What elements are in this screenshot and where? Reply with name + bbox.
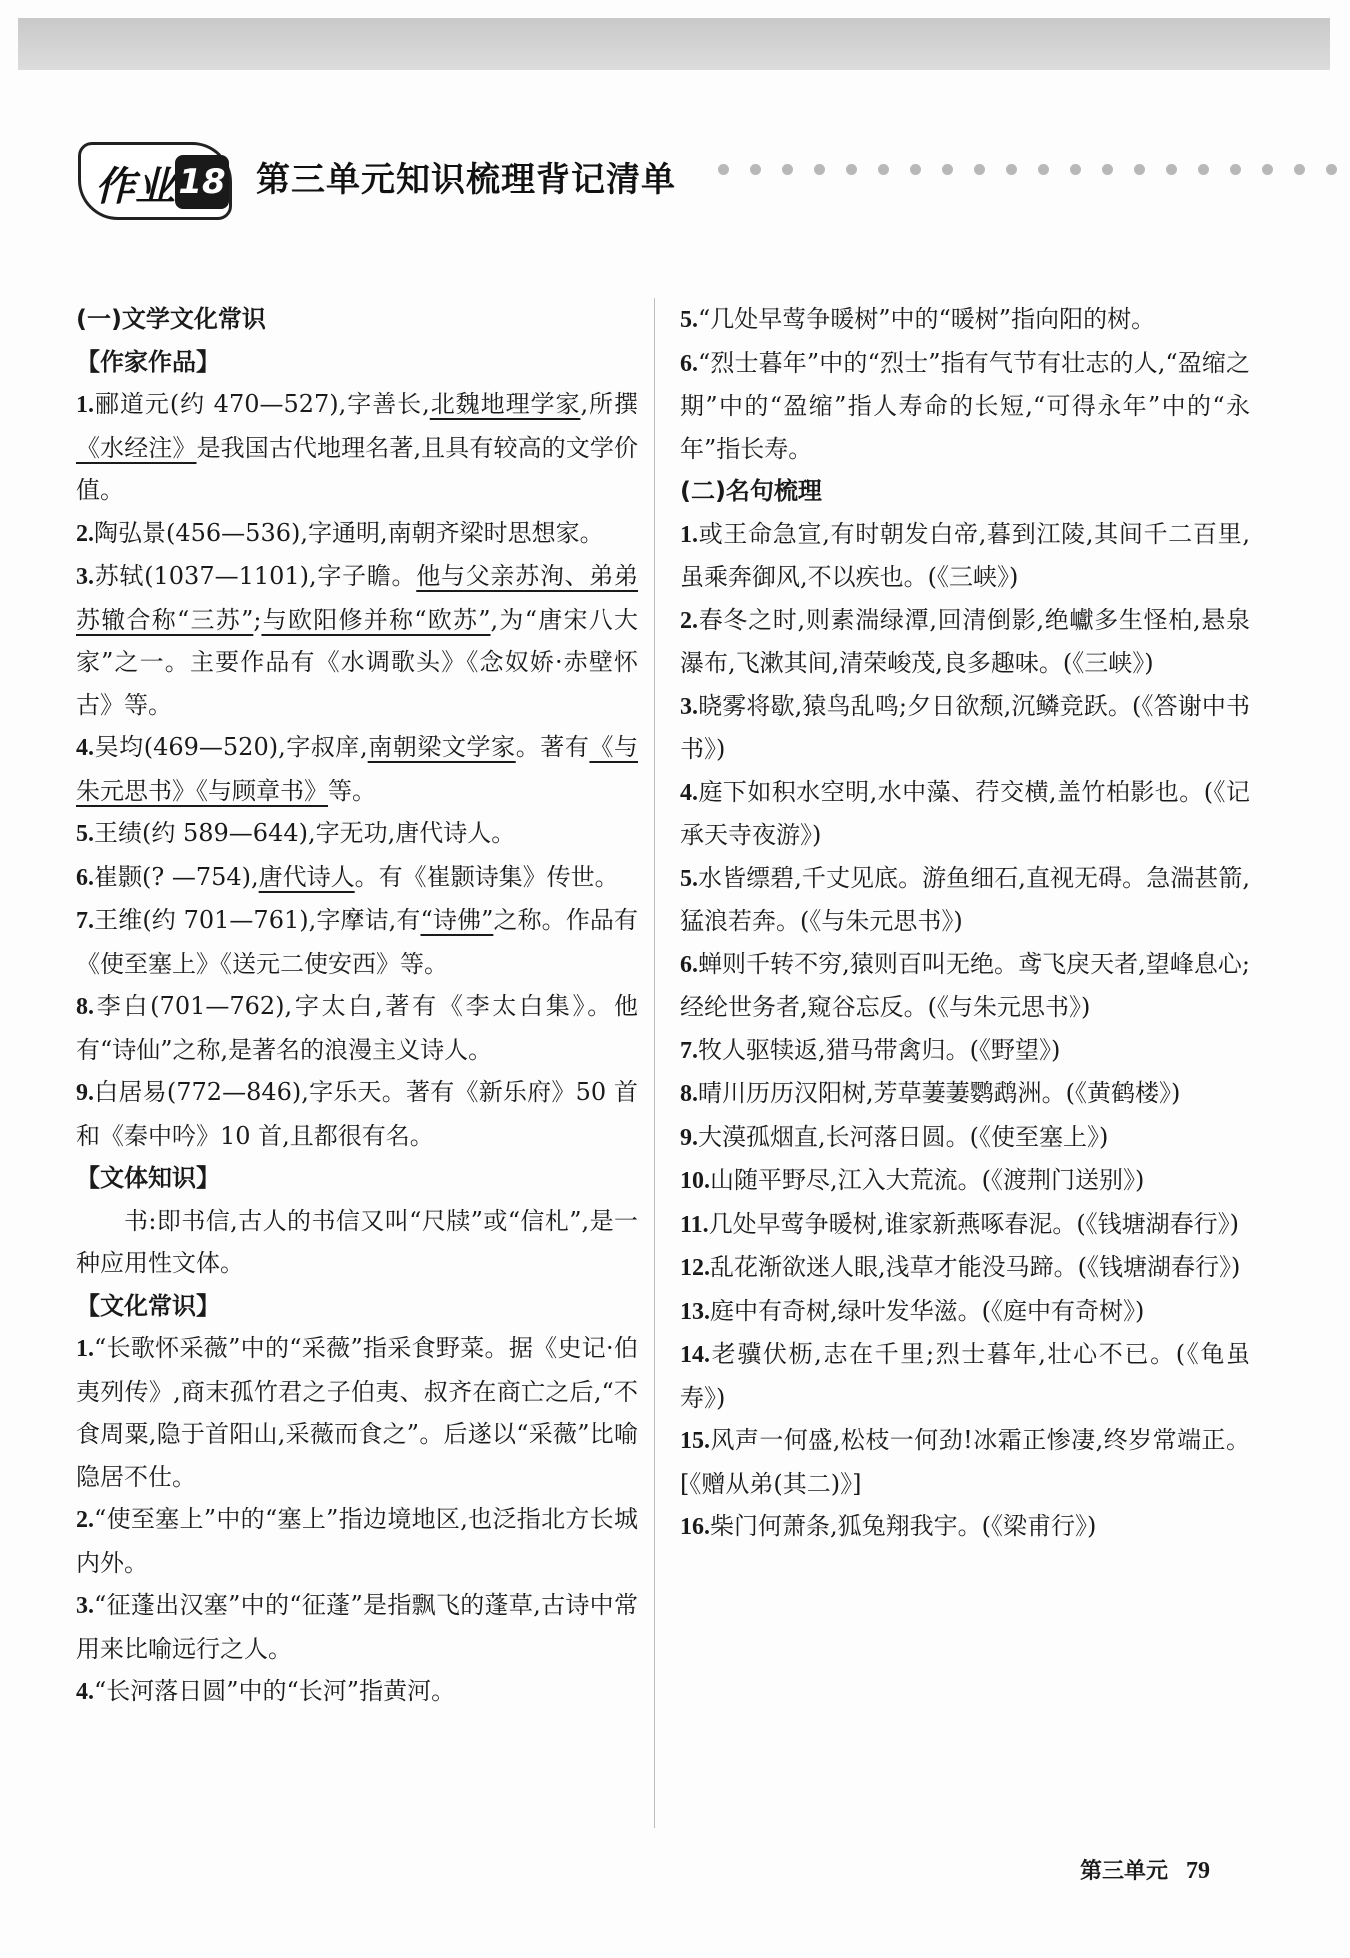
item-number: 6. (680, 350, 698, 377)
list-item (680, 1246, 1250, 1290)
list-item (76, 512, 638, 556)
item-number: 10. (680, 1168, 710, 1194)
item-text: “使至塞上”中的“塞上”指边境地区,也泛指北方长城内外。 (76, 1505, 638, 1577)
item-text: 。著有 (515, 733, 590, 761)
list-item (680, 943, 1250, 1029)
underlined-text: 唐代诗人 (258, 862, 355, 891)
item-text: 庭中有奇树,绿叶发华滋。(《庭中有奇树》) (710, 1296, 1145, 1325)
item-text: 王绩(约 589—644),字无功,唐代诗人。 (94, 819, 516, 847)
item-number: 3. (76, 1593, 94, 1619)
list-item (76, 812, 638, 856)
page-title: 第三单元知识梳理背记清单 (256, 160, 676, 200)
item-text: 春冬之时,则素湍绿潭,回清倒影,绝巘多生怪柏,悬泉瀑布,飞漱其间,清荣峻茂,良多趣味。(《三峡》) (680, 605, 1250, 677)
list-item (680, 1419, 1250, 1505)
item-number: 11. (680, 1211, 709, 1238)
list-item (76, 899, 638, 985)
genre-paragraph: 书:即书信,古人的书信又叫“尺牍”或“信札”,是一种应用性文体。 (76, 1206, 638, 1277)
item-number: 7. (680, 1037, 698, 1064)
section-heading-quotes: (二)名句梳理 (680, 477, 822, 505)
item-number: 3. (680, 693, 698, 720)
list-item (76, 1670, 638, 1714)
column-divider (654, 298, 655, 1828)
item-text: “烈士暮年”中的“烈士”指有气节有壮志的人,“盈缩之期”中的“盈缩”指人寿命的长短,“可得永年”中的“永年”指长寿。 (680, 348, 1250, 463)
item-number: 13. (680, 1298, 710, 1325)
item-text: 崔颢(? —754), (94, 862, 259, 891)
assignment-badge (78, 142, 232, 220)
item-number: 14. (680, 1342, 710, 1368)
list-item (680, 685, 1250, 771)
item-text: 大漠孤烟直,长河落日圆。(《使至塞上》) (698, 1122, 1109, 1151)
item-number: 3. (76, 564, 94, 590)
item-text: 等。 (328, 776, 376, 805)
underlined-text: 北魏地理学家 (429, 390, 581, 418)
item-text: “长河落日圆”中的“长河”指黄河。 (94, 1677, 456, 1705)
list-item (76, 726, 638, 812)
list-item (76, 1071, 638, 1157)
item-number: 12. (680, 1255, 710, 1281)
item-text: 乱花渐欲迷人眼,浅草才能没马蹄。(《钱塘湖春行》) (710, 1253, 1241, 1281)
page-footer (1080, 1854, 1210, 1885)
item-text: 是我国古代地理名著,且具有较高的文学价值。 (76, 433, 638, 504)
item-text: 李白(701—762),字太白,著有《李太白集》。他有“诗仙”之称,是著名的浪漫主义诗人。 (76, 992, 638, 1064)
left-column (76, 298, 638, 1714)
item-text: 白居易(772—846),字乐天。著有《新乐府》50 首和《秦中吟》10 首,且都很有名。 (76, 1078, 638, 1150)
item-text: 牧人驱犊返,猎马带禽归。(《野望》) (698, 1035, 1061, 1064)
right-column (680, 298, 1250, 1549)
list-item (76, 1498, 638, 1584)
item-text: 水皆缥碧,千丈见底。游鱼细石,直视无碍。急湍甚箭,猛浪若奔。(《与朱元思书》) (680, 863, 1250, 935)
list-item (680, 1116, 1250, 1160)
item-text: “长歌怀采薇”中的“采薇”指采食野菜。据《史记·伯夷列传》,商末孤竹君之子伯夷、叔齐在商亡之后,“不食周粟,隐于首阳山,采薇而食之”。后遂以“采薇”比喻隐居不仕。 (76, 1334, 638, 1491)
page-number: 79 (1186, 1858, 1211, 1884)
item-text: 几处早莺争暖树,谁家新燕啄春泥。(《钱塘湖春行》) (708, 1209, 1240, 1238)
list-item (680, 1333, 1250, 1419)
item-text: 山随平野尽,江入大荒流。(《渡荆门送别》) (710, 1166, 1145, 1194)
item-text: ,所撰 (580, 390, 638, 418)
item-text: 老骥伏枥,志在千里;烈士暮年,壮心不已。(《龟虽寿》) (680, 1340, 1250, 1412)
underlined-text: 《水经注》 (76, 433, 197, 462)
item-number: 4. (680, 779, 698, 806)
list-item (680, 599, 1250, 685)
list-item (680, 857, 1250, 943)
item-number: 9. (680, 1124, 698, 1151)
list-item (76, 383, 638, 512)
list-item (680, 1203, 1250, 1247)
item-text: 郦道元(约 470—527),字善长, (94, 390, 430, 418)
unit-label: 第三单元 (1080, 1859, 1169, 1884)
item-text: 柴门何萧条,狐兔翔我宇。(《梁甫行》) (710, 1512, 1097, 1540)
item-text: 风声一何盛,松枝一何劲!冰霜正惨凄,终岁常端正。[《赠从弟(其二)》] (680, 1426, 1250, 1498)
item-number: 4. (76, 735, 94, 761)
scan-top-band (18, 18, 1330, 70)
item-number: 5. (680, 307, 698, 333)
item-text: 晓雾将歇,猿鸟乱鸣;夕日欲颓,沉鳞竞跃。(《答谢中书书》) (680, 691, 1250, 763)
item-text: 。有《崔颢诗集》传世。 (354, 862, 619, 891)
decorative-dots (718, 164, 1350, 175)
item-number: 5. (76, 821, 94, 847)
item-text: “征蓬出汉塞”中的“征蓬”是指飘飞的蓬草,古诗中常用来比喻远行之人。 (76, 1591, 638, 1663)
badge-number: 18 (175, 155, 229, 209)
list-item (680, 342, 1250, 471)
badge-word: 作业 (95, 164, 175, 210)
assignment-header (78, 142, 1348, 224)
list-item (76, 1584, 638, 1670)
item-text: 蝉则千转不穷,猿则百叫无绝。鸢飞戾天者,望峰息心;经纶世务者,窥谷忘反。(《与朱元思书》) (680, 949, 1250, 1021)
subheading-culture: 【文化常识】 (76, 1291, 220, 1320)
item-text: 或王命急宣,有时朝发白帝,暮到江陵,其间千二百里,虽乘奔御风,不以疾也。(《三峡》) (680, 519, 1250, 591)
list-item (680, 1029, 1250, 1073)
item-number: 5. (680, 865, 698, 892)
item-number: 8. (76, 994, 94, 1020)
list-item (76, 555, 638, 726)
underlined-text: 他与父亲苏洵、弟弟苏辙合称“三苏” (76, 562, 639, 634)
item-text: ,为“唐宋八大家”之一。主要作品有《水调歌头》《念奴娇·赤壁怀古》等。 (76, 605, 638, 719)
list-item (680, 1159, 1250, 1203)
list-item (680, 298, 1250, 342)
underlined-text: “诗佛” (420, 906, 494, 934)
item-number: 15. (680, 1428, 710, 1454)
list-item (680, 513, 1250, 599)
item-text: 之称。作品有《使至塞上》《送元二使安西》等。 (76, 906, 638, 978)
item-number: 6. (76, 864, 94, 891)
item-text: 陶弘景(456—536),字通明,南朝齐梁时思想家。 (94, 518, 604, 547)
item-number: 6. (680, 951, 698, 978)
item-text: 晴川历历汉阳树,芳草萋萋鹦鹉洲。(《黄鹤楼》) (698, 1079, 1181, 1107)
item-number: 1. (76, 392, 94, 418)
list-item (680, 1290, 1250, 1334)
item-number: 2. (76, 1507, 94, 1533)
list-item (680, 1072, 1250, 1116)
item-number: 2. (76, 520, 94, 547)
item-number: 1. (680, 521, 698, 548)
item-number: 4. (76, 1679, 94, 1705)
item-number: 2. (680, 607, 698, 634)
item-number: 16. (680, 1514, 710, 1540)
item-number: 1. (76, 1336, 94, 1362)
section-heading-literature: (一)文学文化常识 (76, 305, 266, 333)
underlined-text: 《与朱元思书》《与顾章书》 (76, 733, 639, 805)
underlined-text: 与欧阳修并称“欧苏” (261, 605, 491, 634)
item-number: 8. (680, 1081, 698, 1107)
item-number: 9. (76, 1080, 94, 1106)
list-item (76, 1327, 638, 1498)
item-text: 苏轼(1037—1101),字子瞻。 (94, 562, 417, 590)
subheading-genre: 【文体知识】 (76, 1164, 220, 1192)
list-item (76, 856, 638, 900)
underlined-text: 南朝梁文学家 (367, 733, 516, 761)
item-text: ; (253, 605, 262, 634)
list-item (76, 985, 638, 1071)
list-item (680, 771, 1250, 857)
item-number: 7. (76, 908, 94, 934)
item-text: “几处早莺争暖树”中的“暖树”指向阳的树。 (698, 305, 1156, 333)
item-text: 庭下如积水空明,水中藻、荇交横,盖竹柏影也。(《记承天寺夜游》) (680, 777, 1250, 849)
item-text: 吴均(469—520),字叔庠, (94, 733, 368, 761)
item-text: 王维(约 701—761),字摩诘,有 (94, 906, 421, 934)
subheading-authors: 【作家作品】 (76, 347, 220, 376)
list-item (680, 1505, 1250, 1549)
